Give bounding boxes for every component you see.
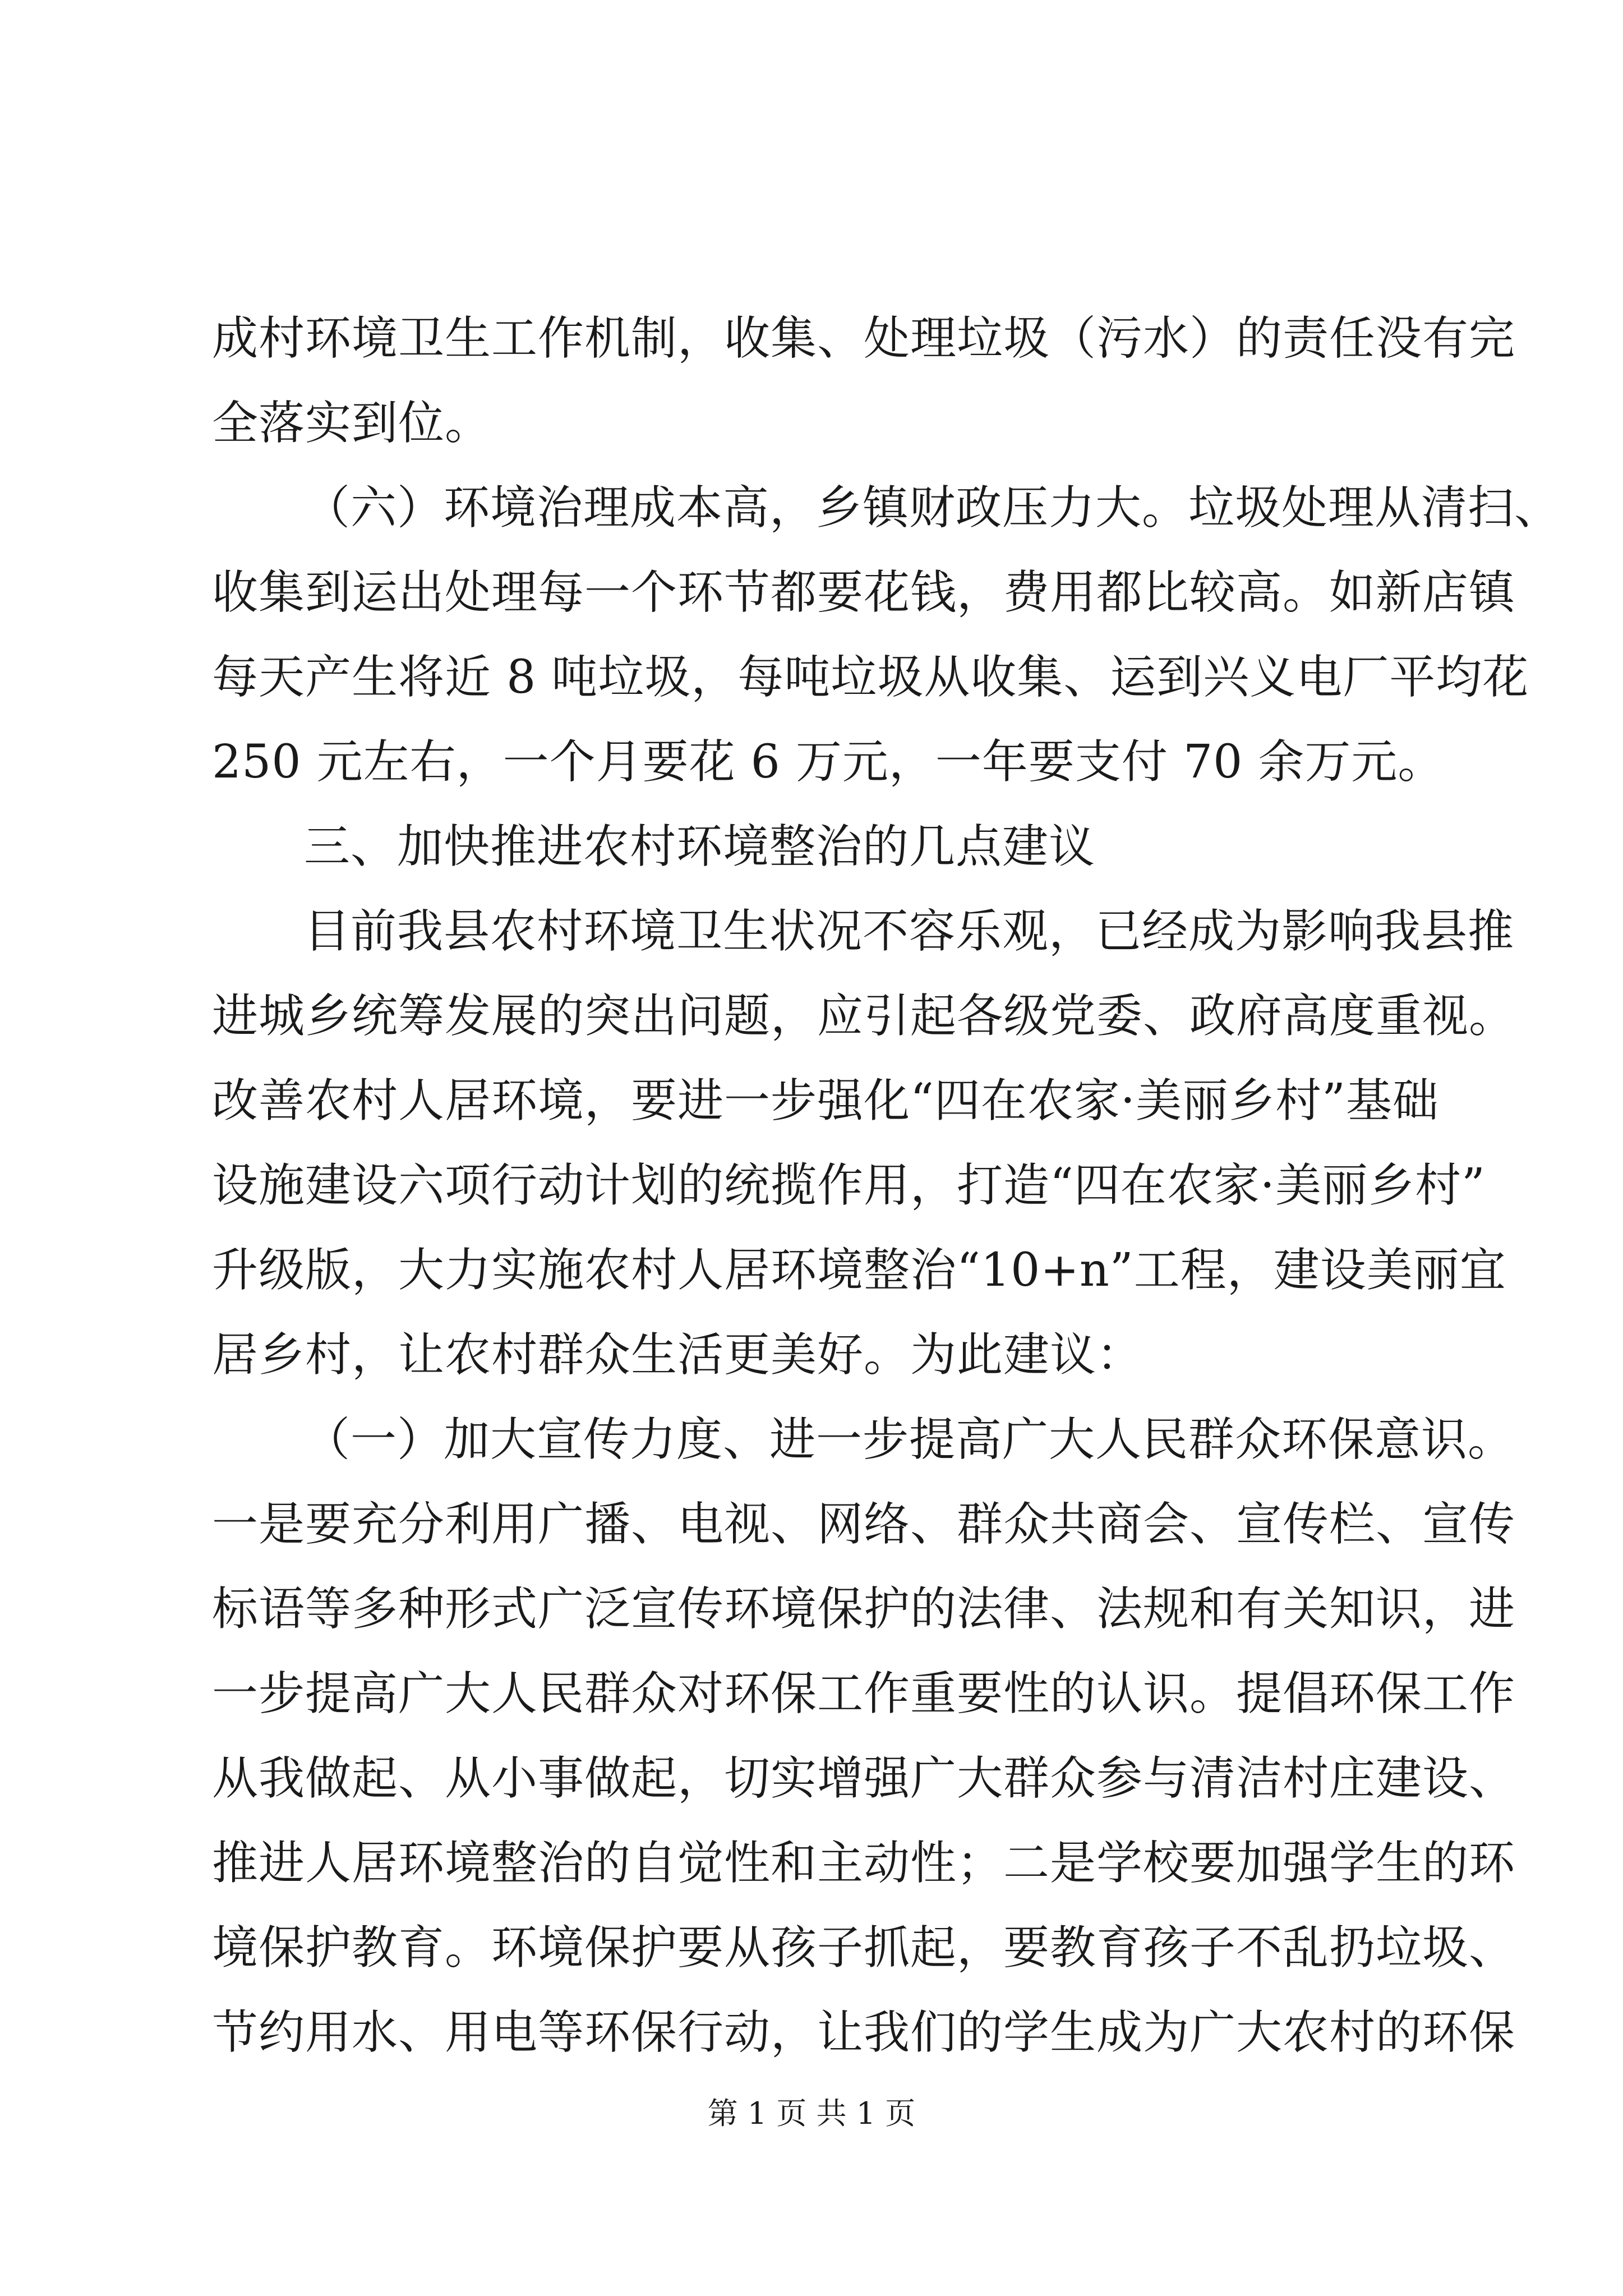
text-line-4: 收集到运出处理每一个环节都要花钱，费用都比较高。如新店镇	[212, 566, 1516, 619]
text-line-20: 境保护教育。环境保护要从孩子抓起，要教育孩子不乱扔垃圾、	[212, 1921, 1516, 1975]
text-line-14: （一）加大宣传力度、进一步提高广大人民群众环保意识。	[304, 1413, 1515, 1466]
text-line-5: 每天产生将近 8 吨垃圾，每吨垃圾从收集、运到兴义电厂平均花	[212, 651, 1529, 704]
text-line-19: 推进人居环境整治的自觉性和主动性；二是学校要加强学生的环	[212, 1837, 1516, 1890]
text-line-6: 250 元左右，一个月要花 6 万元，一年要支付 70 余万元。	[212, 735, 1445, 789]
text-line-2: 全落实到位。	[212, 397, 492, 450]
document-body	[212, 296, 1561, 2075]
text-line-21: 节约用水、用电等环保行动，让我们的学生成为广大农村的环保	[212, 2006, 1516, 2059]
text-line-16: 标语等多种形式广泛宣传环境保护的法律、法规和有关知识，进	[212, 1582, 1516, 1636]
section-heading: 三、加快推进农村环境整治的几点建议	[304, 820, 1096, 873]
text-line-12: 升级版，大力实施农村人居环境整治“10+n”工程，建设美丽宜	[212, 1244, 1506, 1297]
text-line-17: 一步提高广大人民群众对环保工作重要性的认识。提倡环保工作	[212, 1667, 1516, 1720]
text-line-10: 改善农村人居环境，要进一步强化“四在农家·美丽乡村”基础	[212, 1074, 1439, 1128]
text-line-9: 进城乡统筹发展的突出问题，应引起各级党委、政府高度重视。	[212, 990, 1516, 1043]
page-footer: 第 1 页 共 1 页	[707, 2096, 916, 2131]
text-line-3: （六）环境治理成本高，乡镇财政压力大。垃圾处理从清扫、	[304, 481, 1561, 535]
text-line-15: 一是要充分利用广播、电视、网络、群众共商会、宣传栏、宣传	[212, 1498, 1516, 1551]
text-line-8: 目前我县农村环境卫生状况不容乐观，已经成为影响我县推	[304, 905, 1515, 958]
text-line-1: 成村环境卫生工作机制，收集、处理垃圾（污水）的责任没有完	[212, 312, 1516, 365]
text-line-18: 从我做起、从小事做起，切实增强广大群众参与清洁村庄建设、	[212, 1752, 1516, 1805]
text-line-13: 居乡村，让农村群众生活更美好。为此建议：	[212, 1328, 1144, 1382]
text-line-11: 设施建设六项行动计划的统揽作用，打造“四在农家·美丽乡村”	[212, 1159, 1486, 1212]
